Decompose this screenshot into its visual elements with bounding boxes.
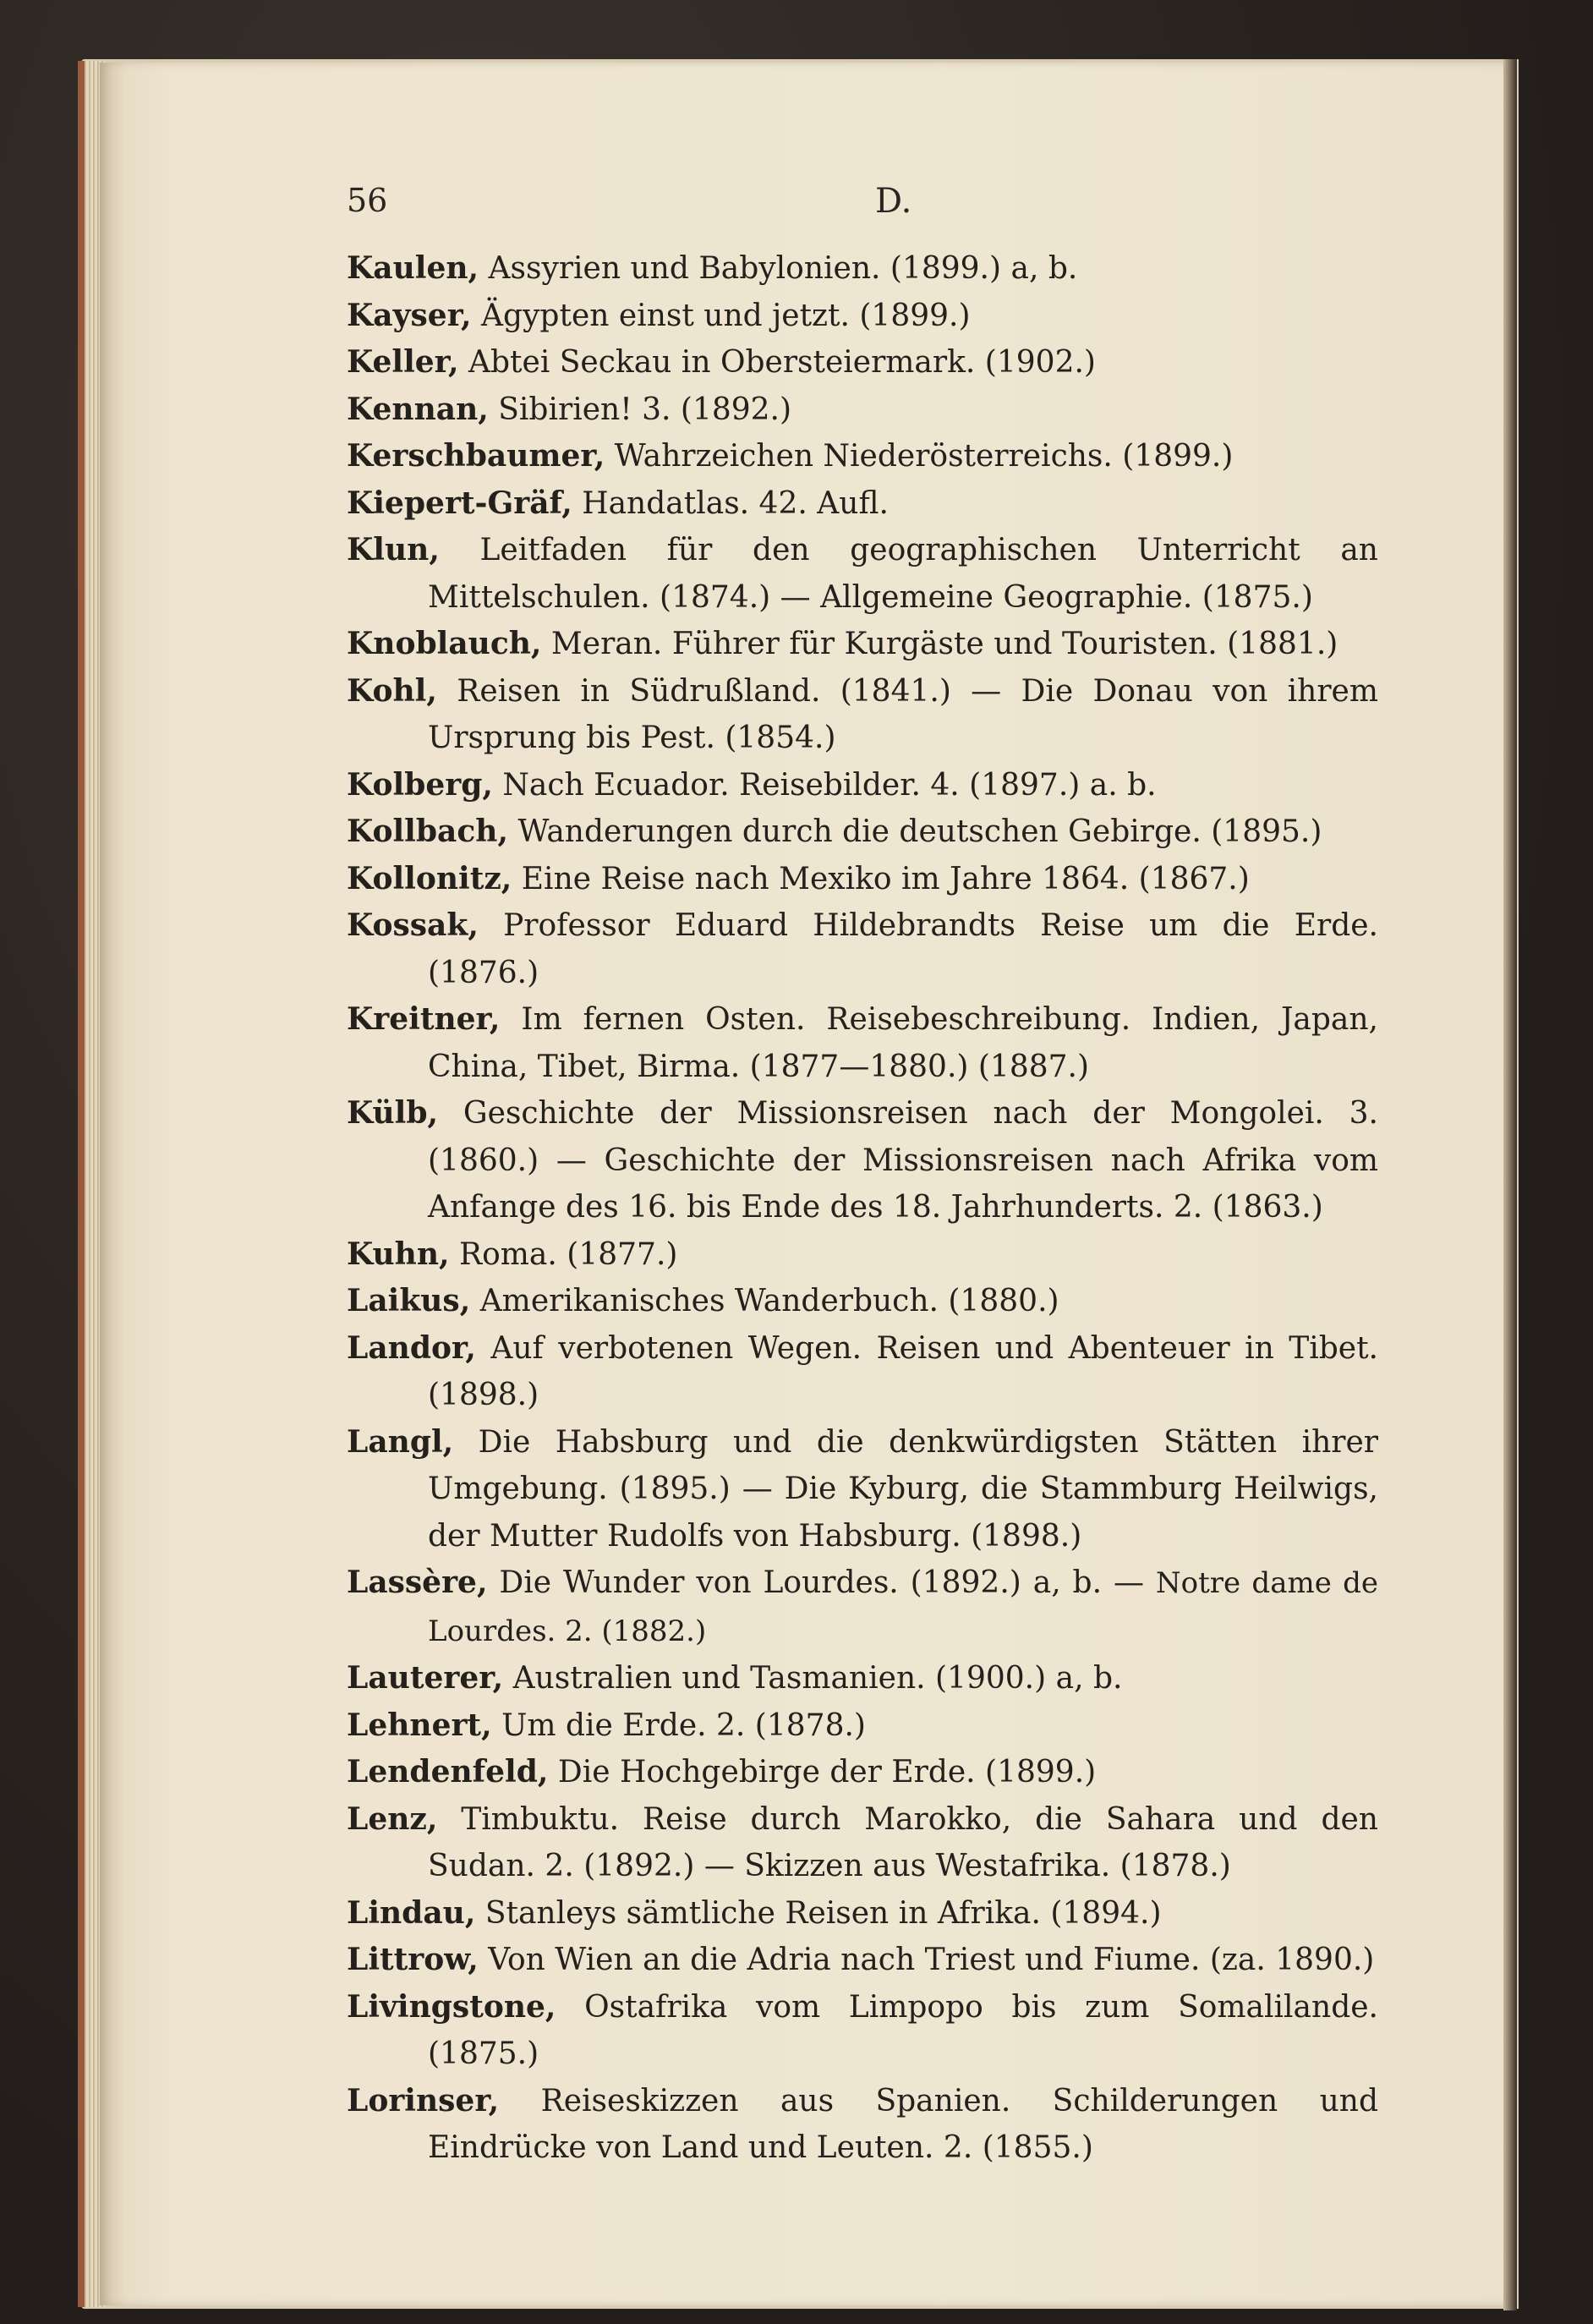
- entry-author: Kiepert-Gräf,: [347, 485, 572, 521]
- bibliography-entry: [347, 902, 1378, 996]
- entry-title: Abtei Seckau in Obersteiermark. (1902.): [468, 345, 1096, 380]
- entry-author: Kossak,: [347, 907, 479, 943]
- entry-author: Littrow,: [347, 1942, 479, 1977]
- entry-title: Reisen in Südrußland. (1841.) — Die Donau von ihrem Ursprung bis Pest. (1854.): [428, 673, 1378, 755]
- bibliography-entry: [347, 1419, 1378, 1560]
- bibliography-entry: [347, 1278, 1378, 1325]
- entry-author: Klun,: [347, 532, 440, 567]
- entry-title: Die Habsburg und die denkwürdigsten Stätten ihrer Umgebung. (1895.) — Die Kyburg, die Stammburg Heilwigs, der Mutter Rudolfs von Habsburg. (1898.): [428, 1424, 1378, 1554]
- entry-title: Roma. (1877.): [459, 1236, 678, 1272]
- entry-author: Kolberg,: [347, 766, 493, 803]
- bibliography-entry: [347, 1655, 1378, 1702]
- bibliography-entry: [347, 527, 1378, 621]
- bibliography-entry: [347, 1090, 1378, 1231]
- bibliography-entry: [347, 386, 1378, 434]
- bibliography-entry: [347, 2078, 1378, 2172]
- entry-title: Die Hochgebirge der Erde. (1899.): [557, 1755, 1097, 1790]
- entry-title: Geschichte der Missionsreisen nach der Mongolei. 3. (1860.) — Geschichte der Missionsreisen nach Afrika vom Anfange des 16. bis Ende des 18. Jahrhunderts. 2. (1863.): [428, 1096, 1378, 1225]
- entry-title: Auf verbotenen Wegen. Reisen und Abenteuer in Tibet. (1898.): [428, 1330, 1378, 1412]
- entry-author: Lenz,: [347, 1801, 438, 1837]
- entry-author: Kerschbaumer,: [347, 438, 605, 474]
- entry-author: Lorinser,: [347, 2082, 500, 2118]
- bibliography-entry: [347, 1231, 1378, 1279]
- entry-author: Kreitner,: [347, 1001, 501, 1037]
- bibliography-entry: [347, 245, 1378, 293]
- entry-title: Reiseskizzen aus Spanien. Schilderungen und Eindrücke von Land und Leuten. 2. (1855.): [428, 2083, 1378, 2165]
- entry-title: Stanleys sämtliche Reisen in Afrika. (1894.): [484, 1895, 1162, 1931]
- page-number: 56: [347, 182, 388, 219]
- bibliography-entry: [347, 996, 1378, 1090]
- bibliography-entry: [347, 1325, 1378, 1419]
- entry-author: Kuhn,: [347, 1236, 450, 1272]
- entry-title: Wanderungen durch die deutschen Gebirge. (1895.): [517, 814, 1322, 849]
- entry-title: Eine Reise nach Mexiko im Jahre 1864. (1867.): [521, 861, 1250, 896]
- entry-author: Landor,: [347, 1329, 476, 1366]
- entry-author: Kohl,: [347, 672, 437, 709]
- entry-author: Lendenfeld,: [347, 1754, 549, 1790]
- entry-title: Um die Erde. 2. (1878.): [501, 1707, 866, 1743]
- entry-title: Von Wien an die Adria nach Triest und Fiume. (za. 1890.): [488, 1943, 1375, 1977]
- entry-title: Meran. Führer für Kurgäste und Touristen. (1881.): [550, 627, 1338, 661]
- bibliography-entry: [347, 808, 1378, 856]
- book-gutter: [1503, 59, 1517, 2310]
- entry-author: Kollbach,: [347, 814, 508, 849]
- entry-title: Die Wunder von Lourdes. (1892.) a, b. —: [499, 1565, 1144, 1600]
- entry-author: Knoblauch,: [347, 626, 542, 661]
- page-header: [347, 182, 1429, 233]
- bibliography-entry: [347, 1937, 1378, 1984]
- bibliography-list: [347, 245, 1378, 2172]
- bibliography-entry: [347, 1559, 1378, 1655]
- running-head: D.: [875, 182, 912, 221]
- bibliography-entry: [347, 1749, 1378, 1796]
- entry-title: Timbuktu. Reise durch Marokko, die Sahara und den Sudan. 2. (1892.) — Skizzen aus Westafrika. (1878.): [428, 1801, 1378, 1883]
- entry-title: Sibirien! 3. (1892.): [498, 392, 792, 427]
- entry-title: Handatlas. 42. Aufl.: [582, 485, 889, 521]
- entry-title: Assyrien und Babylonien. (1899.) a, b.: [488, 251, 1078, 286]
- red-page-edge: [78, 61, 85, 2307]
- bibliography-entry: [347, 1702, 1378, 1750]
- entry-author: Külb,: [347, 1095, 439, 1131]
- bibliography-entry: [347, 762, 1378, 809]
- entry-author: Laikus,: [347, 1283, 471, 1318]
- entry-annotation: Notre dame de Lourdes. 2. (1882.): [428, 1566, 1378, 1648]
- bibliography-entry: [347, 1890, 1378, 1938]
- entry-author: Lassère,: [347, 1565, 488, 1600]
- entry-title: Amerikanisches Wanderbuch. (1880.): [479, 1284, 1059, 1318]
- entry-author: Livingstone,: [347, 1988, 556, 2025]
- bibliography-entry: [347, 339, 1378, 386]
- bibliography-entry: [347, 480, 1378, 528]
- entry-title: Im fernen Osten. Reisebeschreibung. Indien, Japan, China, Tibet, Birma. (1877—1880.) (1887.): [428, 1002, 1378, 1084]
- bibliography-entry: [347, 433, 1378, 480]
- entry-title: Professor Eduard Hildebrandts Reise um die Erde. (1876.): [428, 908, 1378, 990]
- bibliography-entry: [347, 621, 1378, 668]
- entry-author: Kayser,: [347, 297, 472, 333]
- entry-title: Ägypten einst und jetzt. (1899.): [481, 298, 971, 333]
- bibliography-entry: [347, 1984, 1378, 2078]
- entry-title: Wahrzeichen Niederösterreichs. (1899.): [614, 439, 1234, 474]
- entry-author: Kaulen,: [347, 250, 479, 286]
- bibliography-entry: [347, 1796, 1378, 1890]
- entry-author: Kennan,: [347, 391, 489, 427]
- entry-author: Lehnert,: [347, 1707, 492, 1743]
- entry-author: Kollonitz,: [347, 860, 512, 896]
- bibliography-entry: [347, 856, 1378, 903]
- entry-title: Nach Ecuador. Reisebilder. 4. (1897.) a. b.: [502, 767, 1157, 803]
- entry-author: Lindau,: [347, 1894, 476, 1931]
- entry-author: Langl,: [347, 1423, 454, 1460]
- entry-author: Lauterer,: [347, 1660, 504, 1696]
- bibliography-entry: [347, 293, 1378, 340]
- entry-title: Australien und Tasmanien. (1900.) a, b.: [512, 1661, 1123, 1696]
- entry-title: Ostafrika vom Limpopo bis zum Somalilande. (1875.): [428, 1989, 1378, 2071]
- entry-author: Keller,: [347, 344, 459, 380]
- entry-title: Leitfaden für den geographischen Unterricht an Mittelschulen. (1874.) — Allgemeine Geographie. (1875.): [428, 533, 1378, 615]
- bibliography-entry: [347, 668, 1378, 762]
